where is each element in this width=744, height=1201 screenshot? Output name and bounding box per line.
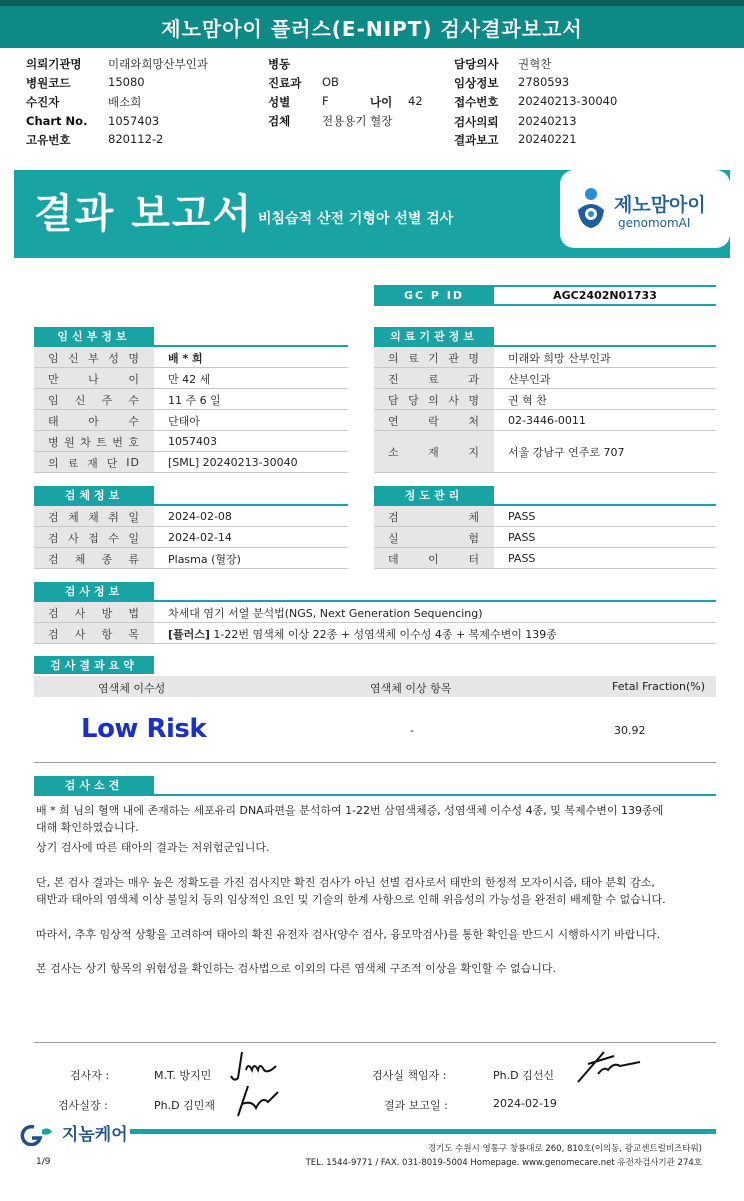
- header-value: 15080: [108, 75, 145, 89]
- key-char: 일: [128, 510, 140, 524]
- lab-chief-name: Ph.D 김민재: [154, 1099, 215, 1112]
- key-char: 기: [428, 351, 440, 365]
- key-char: 락: [428, 414, 440, 428]
- info-row-key: [374, 389, 494, 410]
- genomecare-logo-icon: [20, 1124, 56, 1146]
- header-value: 미래와희망산부인과: [108, 57, 208, 71]
- lab-chief-signature: [232, 1082, 282, 1120]
- info-row-value: 서울 강남구 연주로 707: [508, 446, 625, 459]
- findings-line: 배 * 희 님의 혈액 내에 존재하는 세포유리 DNA파편을 분석하여 1-22번 삼염색체증, 성염색체 이수성 4종, 및 복제수변이 139종에: [36, 804, 664, 817]
- report-title: 제노맘아이 플러스(E-NIPT) 검사결과보고서: [161, 16, 583, 41]
- header-label: 수진자: [26, 95, 60, 109]
- logo-name: 제노맘아이: [614, 194, 706, 216]
- key-char: 접: [88, 531, 100, 545]
- findings-heading: 검사소견: [34, 776, 154, 794]
- info-row-value: 2024-02-14: [168, 531, 232, 544]
- key-char: 의: [388, 351, 400, 365]
- info-row: [374, 527, 535, 548]
- key-char: 데: [388, 552, 400, 566]
- row-divider: [374, 568, 716, 569]
- genomecare-logo: [20, 1120, 128, 1146]
- findings-line: 단, 본 검사 결과는 매우 높은 정확도를 가진 검사지만 확진 검사가 아닌 선별 검사로서 태반의 한정적 모자이시즘, 태아 분획 감소,: [36, 876, 655, 889]
- report-title-bar: [0, 0, 744, 48]
- findings-line: 태반과 태아의 염색체 이상 불일치 등의 임상적인 요인 및 기술의 한계 사항으로 인해 위음성의 가능성을 완전히 배제할 수 없습니다.: [36, 893, 666, 906]
- key-char: ID: [126, 456, 140, 469]
- key-char: 법: [128, 606, 140, 620]
- fetal-fraction-value: 30.92: [614, 724, 646, 737]
- info-row-value: [154, 605, 483, 621]
- header-value: 배소희: [108, 95, 142, 109]
- header-label: 성별: [268, 95, 291, 109]
- lab-head-name: Ph.D 김선신: [493, 1069, 554, 1082]
- institution-info-heading: 의료기관정보: [374, 327, 494, 345]
- header-value: 20240213-30040: [518, 94, 618, 108]
- info-row: [34, 527, 232, 548]
- gcp-id-label: GC P ID: [374, 285, 494, 306]
- key-char: 트: [96, 435, 108, 449]
- key-char: 소: [388, 446, 400, 459]
- info-row-value: 1057403: [168, 435, 217, 448]
- row-divider: [374, 472, 716, 473]
- key-char: 검: [48, 552, 60, 566]
- genomom-logo-icon: [572, 186, 610, 230]
- info-row: [34, 347, 203, 368]
- key-char: 지: [468, 446, 480, 459]
- key-char: 일: [128, 531, 140, 545]
- header-label: 담당의사: [454, 57, 499, 71]
- info-row: [374, 548, 535, 569]
- banner-subtitle: 비침습적 산전 기형아 선별 검사: [258, 211, 454, 227]
- tester-name: M.T. 방지민: [154, 1069, 212, 1082]
- findings-paragraph-5: 본 검사는 상기 항목의 위험성을 확인하는 검사법으로 이외의 다른 염색체 구조적 이상을 확인할 수 없습니다.: [36, 962, 556, 975]
- value-part: 차세대 염기 서열 분석법(NGS, Next Generation Sequencing): [168, 606, 483, 620]
- header-value: F: [322, 94, 329, 108]
- info-row: [34, 389, 221, 410]
- info-row-key: [34, 410, 154, 431]
- report-date-value: 2024-02-19: [493, 1097, 557, 1110]
- key-char: 수: [108, 531, 120, 545]
- key-char: 방: [101, 606, 114, 620]
- header-label: 검사의뢰: [454, 115, 499, 129]
- key-char: 사: [74, 627, 87, 641]
- info-row-key: [374, 527, 494, 548]
- findings-line: 대해 확인하였습니다.: [36, 821, 139, 834]
- header-value: 820112-2: [108, 132, 164, 146]
- info-row-key: [34, 452, 154, 473]
- key-char: 병: [48, 435, 60, 449]
- info-row: [34, 368, 210, 389]
- key-char: 당: [408, 393, 420, 407]
- key-char: 연: [388, 414, 400, 428]
- header-label: 의뢰기관명: [26, 57, 82, 71]
- report-date-label: 결과 보고일 :: [384, 1099, 448, 1112]
- key-char: 검: [48, 531, 60, 545]
- col-fetal-fraction: Fetal Fraction(%): [612, 680, 706, 693]
- info-row-value: PASS: [508, 552, 536, 565]
- key-char: 아: [88, 414, 100, 428]
- header-value: 20240221: [518, 132, 577, 146]
- header-label: Chart No.: [26, 114, 88, 128]
- key-char: 번: [112, 435, 124, 449]
- key-char: 차: [80, 435, 92, 449]
- findings-paragraph-3: [36, 874, 726, 908]
- key-char: 나: [88, 372, 100, 386]
- key-char: 수: [128, 393, 140, 407]
- info-row-key: [34, 347, 154, 368]
- key-char: 료: [428, 372, 440, 386]
- key-char: 사: [74, 606, 87, 620]
- key-char: 검: [388, 510, 400, 524]
- info-row-key: [34, 602, 154, 623]
- page-number: 1/9: [36, 1157, 51, 1167]
- key-char: 성: [108, 351, 120, 365]
- info-row-key: [374, 410, 494, 431]
- info-row-value: 만 42 세: [168, 372, 211, 386]
- pregnant-info-heading: 임신부정보: [34, 327, 154, 345]
- info-row: [34, 602, 483, 623]
- info-row-value: 배 * 희: [168, 351, 203, 365]
- col-abnormal-items: 염색체 이상 항목: [370, 682, 452, 695]
- col-aneuploidy: 염색체 이수성: [98, 682, 166, 695]
- key-char: 처: [468, 414, 480, 428]
- abnormal-items-value: -: [410, 724, 414, 737]
- qc-heading: 정도관리: [374, 486, 494, 504]
- info-row: [34, 548, 241, 569]
- key-char: 담: [388, 393, 400, 407]
- info-row-value: 단태아: [168, 414, 200, 428]
- lab-chief-label: 검사실장 :: [58, 1099, 108, 1112]
- info-row: [374, 368, 551, 389]
- key-char: 진: [388, 372, 400, 386]
- info-row: [374, 431, 625, 473]
- info-row-key: [374, 548, 494, 569]
- key-char: 이: [128, 372, 140, 386]
- specimen-info-heading: 검체정보: [34, 486, 154, 504]
- key-char: 재: [87, 456, 99, 470]
- info-row-value: PASS: [508, 531, 536, 544]
- info-row-value: 2024-02-08: [168, 510, 232, 523]
- key-char: 체: [68, 510, 80, 524]
- key-char: 사: [68, 531, 80, 545]
- info-row-value: 02-3446-0011: [508, 414, 586, 427]
- header-label: 나이: [370, 95, 393, 109]
- key-char: 관: [448, 351, 460, 365]
- header-label: 병원코드: [26, 76, 71, 90]
- key-char: 검: [48, 510, 60, 524]
- header-label: 결과보고: [454, 133, 499, 147]
- header-value: 1057403: [108, 114, 160, 128]
- key-char: 취: [108, 510, 120, 524]
- info-row-key: [34, 506, 154, 527]
- info-row-key: [34, 389, 154, 410]
- key-char: 호: [128, 435, 140, 449]
- key-char: 사: [448, 393, 460, 407]
- row-divider: [34, 568, 348, 569]
- key-char: 신: [74, 393, 87, 407]
- key-char: 체: [74, 552, 87, 566]
- key-char: 실: [388, 531, 400, 545]
- key-char: 만: [48, 372, 60, 386]
- info-row: [34, 506, 232, 527]
- key-char: 이: [428, 552, 440, 566]
- header-value: 20240213: [518, 114, 577, 128]
- key-char: 재: [428, 446, 440, 459]
- key-char: 수: [128, 414, 140, 428]
- company-name: 지놈케어: [61, 1125, 128, 1145]
- key-char: 검: [48, 606, 60, 620]
- key-char: 명: [468, 351, 480, 365]
- findings-paragraph-2: 상기 검사에 따른 태아의 결과는 저위험군입니다.: [36, 841, 270, 854]
- info-row: [34, 623, 557, 644]
- header-label: 접수번호: [454, 95, 499, 109]
- header-label: 진료과: [268, 76, 302, 90]
- key-char: 명: [468, 393, 480, 407]
- key-char: 과: [468, 372, 480, 386]
- header-value: 권혁찬: [518, 57, 552, 71]
- key-char: 의: [48, 456, 60, 470]
- summary-heading: 검사결과요약: [34, 656, 154, 674]
- key-char: 채: [88, 510, 100, 524]
- value-part: 1-22번 염색체 이상 22종 + 성염색체 이수성 4종 + 복제수변이 139종: [209, 627, 557, 641]
- key-char: 체: [468, 510, 480, 524]
- key-char: 료: [67, 456, 80, 470]
- value-part: [플러스]: [168, 627, 210, 641]
- key-char: 항: [101, 627, 114, 641]
- key-char: 료: [408, 351, 420, 365]
- info-row: [374, 410, 586, 431]
- header-value: 2780593: [518, 75, 570, 89]
- key-char: 목: [128, 627, 140, 641]
- header-value: OB: [322, 75, 339, 89]
- info-row: [374, 347, 611, 368]
- info-row-key: [34, 527, 154, 548]
- key-char: 단: [106, 456, 119, 470]
- info-row-key: [374, 347, 494, 368]
- row-divider: [34, 643, 716, 644]
- key-char: 의: [428, 393, 440, 407]
- header-label: 임상정보: [454, 76, 499, 90]
- divider: [34, 794, 716, 796]
- info-row-key: [34, 548, 154, 569]
- info-row: [34, 410, 200, 431]
- genomom-logo: [560, 170, 730, 248]
- key-char: 부: [88, 351, 100, 365]
- key-char: 신: [68, 351, 80, 365]
- logo-subtitle: genomomAI: [618, 216, 691, 230]
- info-row-key: [374, 506, 494, 527]
- header-label: 병동: [268, 57, 291, 71]
- key-char: 태: [48, 414, 60, 428]
- info-row-key: [34, 368, 154, 389]
- footer-address: 경기도 수원시 영통구 창룡대로 260, 810호(이의동, 광교센트럴비즈타워): [427, 1144, 702, 1154]
- info-row-value: 미래와 희망 산부인과: [508, 351, 611, 365]
- info-row-value: 11 주 6 일: [168, 393, 221, 407]
- divider: [34, 1042, 716, 1043]
- key-char: 원: [64, 435, 76, 449]
- key-char: 종: [101, 552, 114, 566]
- lab-head-label: 검사실 책임자 :: [372, 1069, 447, 1082]
- key-char: 주: [101, 393, 114, 407]
- info-row-value: Plasma (혈장): [168, 552, 241, 566]
- key-char: 터: [468, 552, 480, 566]
- row-divider: [34, 472, 348, 473]
- info-row-key: [34, 623, 154, 644]
- key-char: 임: [48, 393, 60, 407]
- info-row-key: [374, 431, 494, 473]
- test-info-heading: 검사정보: [34, 582, 154, 600]
- info-row: [374, 389, 547, 410]
- header-label: 고유번호: [26, 133, 71, 147]
- report-banner: [14, 170, 730, 258]
- info-row-value: PASS: [508, 510, 536, 523]
- info-row-key: [34, 431, 154, 452]
- gcp-id-value: AGC2402N01733: [494, 285, 716, 306]
- header-value: 42: [408, 94, 423, 108]
- summary-column-header: [34, 676, 716, 697]
- info-row: [374, 506, 535, 527]
- key-char: 검: [48, 627, 60, 641]
- banner-title: 결과 보고서: [34, 191, 254, 237]
- key-char: 임: [48, 351, 60, 365]
- tester-signature: [228, 1048, 280, 1084]
- info-row-value: 권 혁 찬: [508, 393, 547, 407]
- divider: [34, 762, 716, 763]
- info-row-value: [154, 626, 557, 642]
- key-char: 명: [128, 351, 140, 365]
- footer-divider: [130, 1129, 716, 1134]
- info-row: [34, 452, 298, 473]
- tester-label: 검사자 :: [70, 1069, 110, 1082]
- findings-paragraph-1: [36, 802, 726, 836]
- info-row-value: 산부인과: [508, 372, 551, 386]
- info-row-value: [SML] 20240213-30040: [168, 456, 298, 469]
- info-row-key: [374, 368, 494, 389]
- key-char: 류: [128, 552, 140, 566]
- header-label: 검체: [268, 114, 291, 128]
- lab-head-signature: [574, 1046, 644, 1086]
- header-value: 전용용기 혈장: [322, 114, 393, 128]
- info-row: [34, 431, 217, 452]
- result-low-risk: Low Risk: [81, 714, 207, 744]
- footer-contact: TEL. 1544-9771 / FAX. 031-8019-5004 Homepage. www.genomecare.net 유전자검사기관 274호: [305, 1158, 702, 1168]
- key-char: 험: [468, 531, 480, 545]
- gcp-id-box: [374, 285, 716, 306]
- findings-paragraph-4: 따라서, 추후 임상적 상황을 고려하여 태아의 확진 유전자 검사(양수 검사, 융모막검사)를 통한 확인을 반드시 시행하시기 바랍니다.: [36, 928, 661, 941]
